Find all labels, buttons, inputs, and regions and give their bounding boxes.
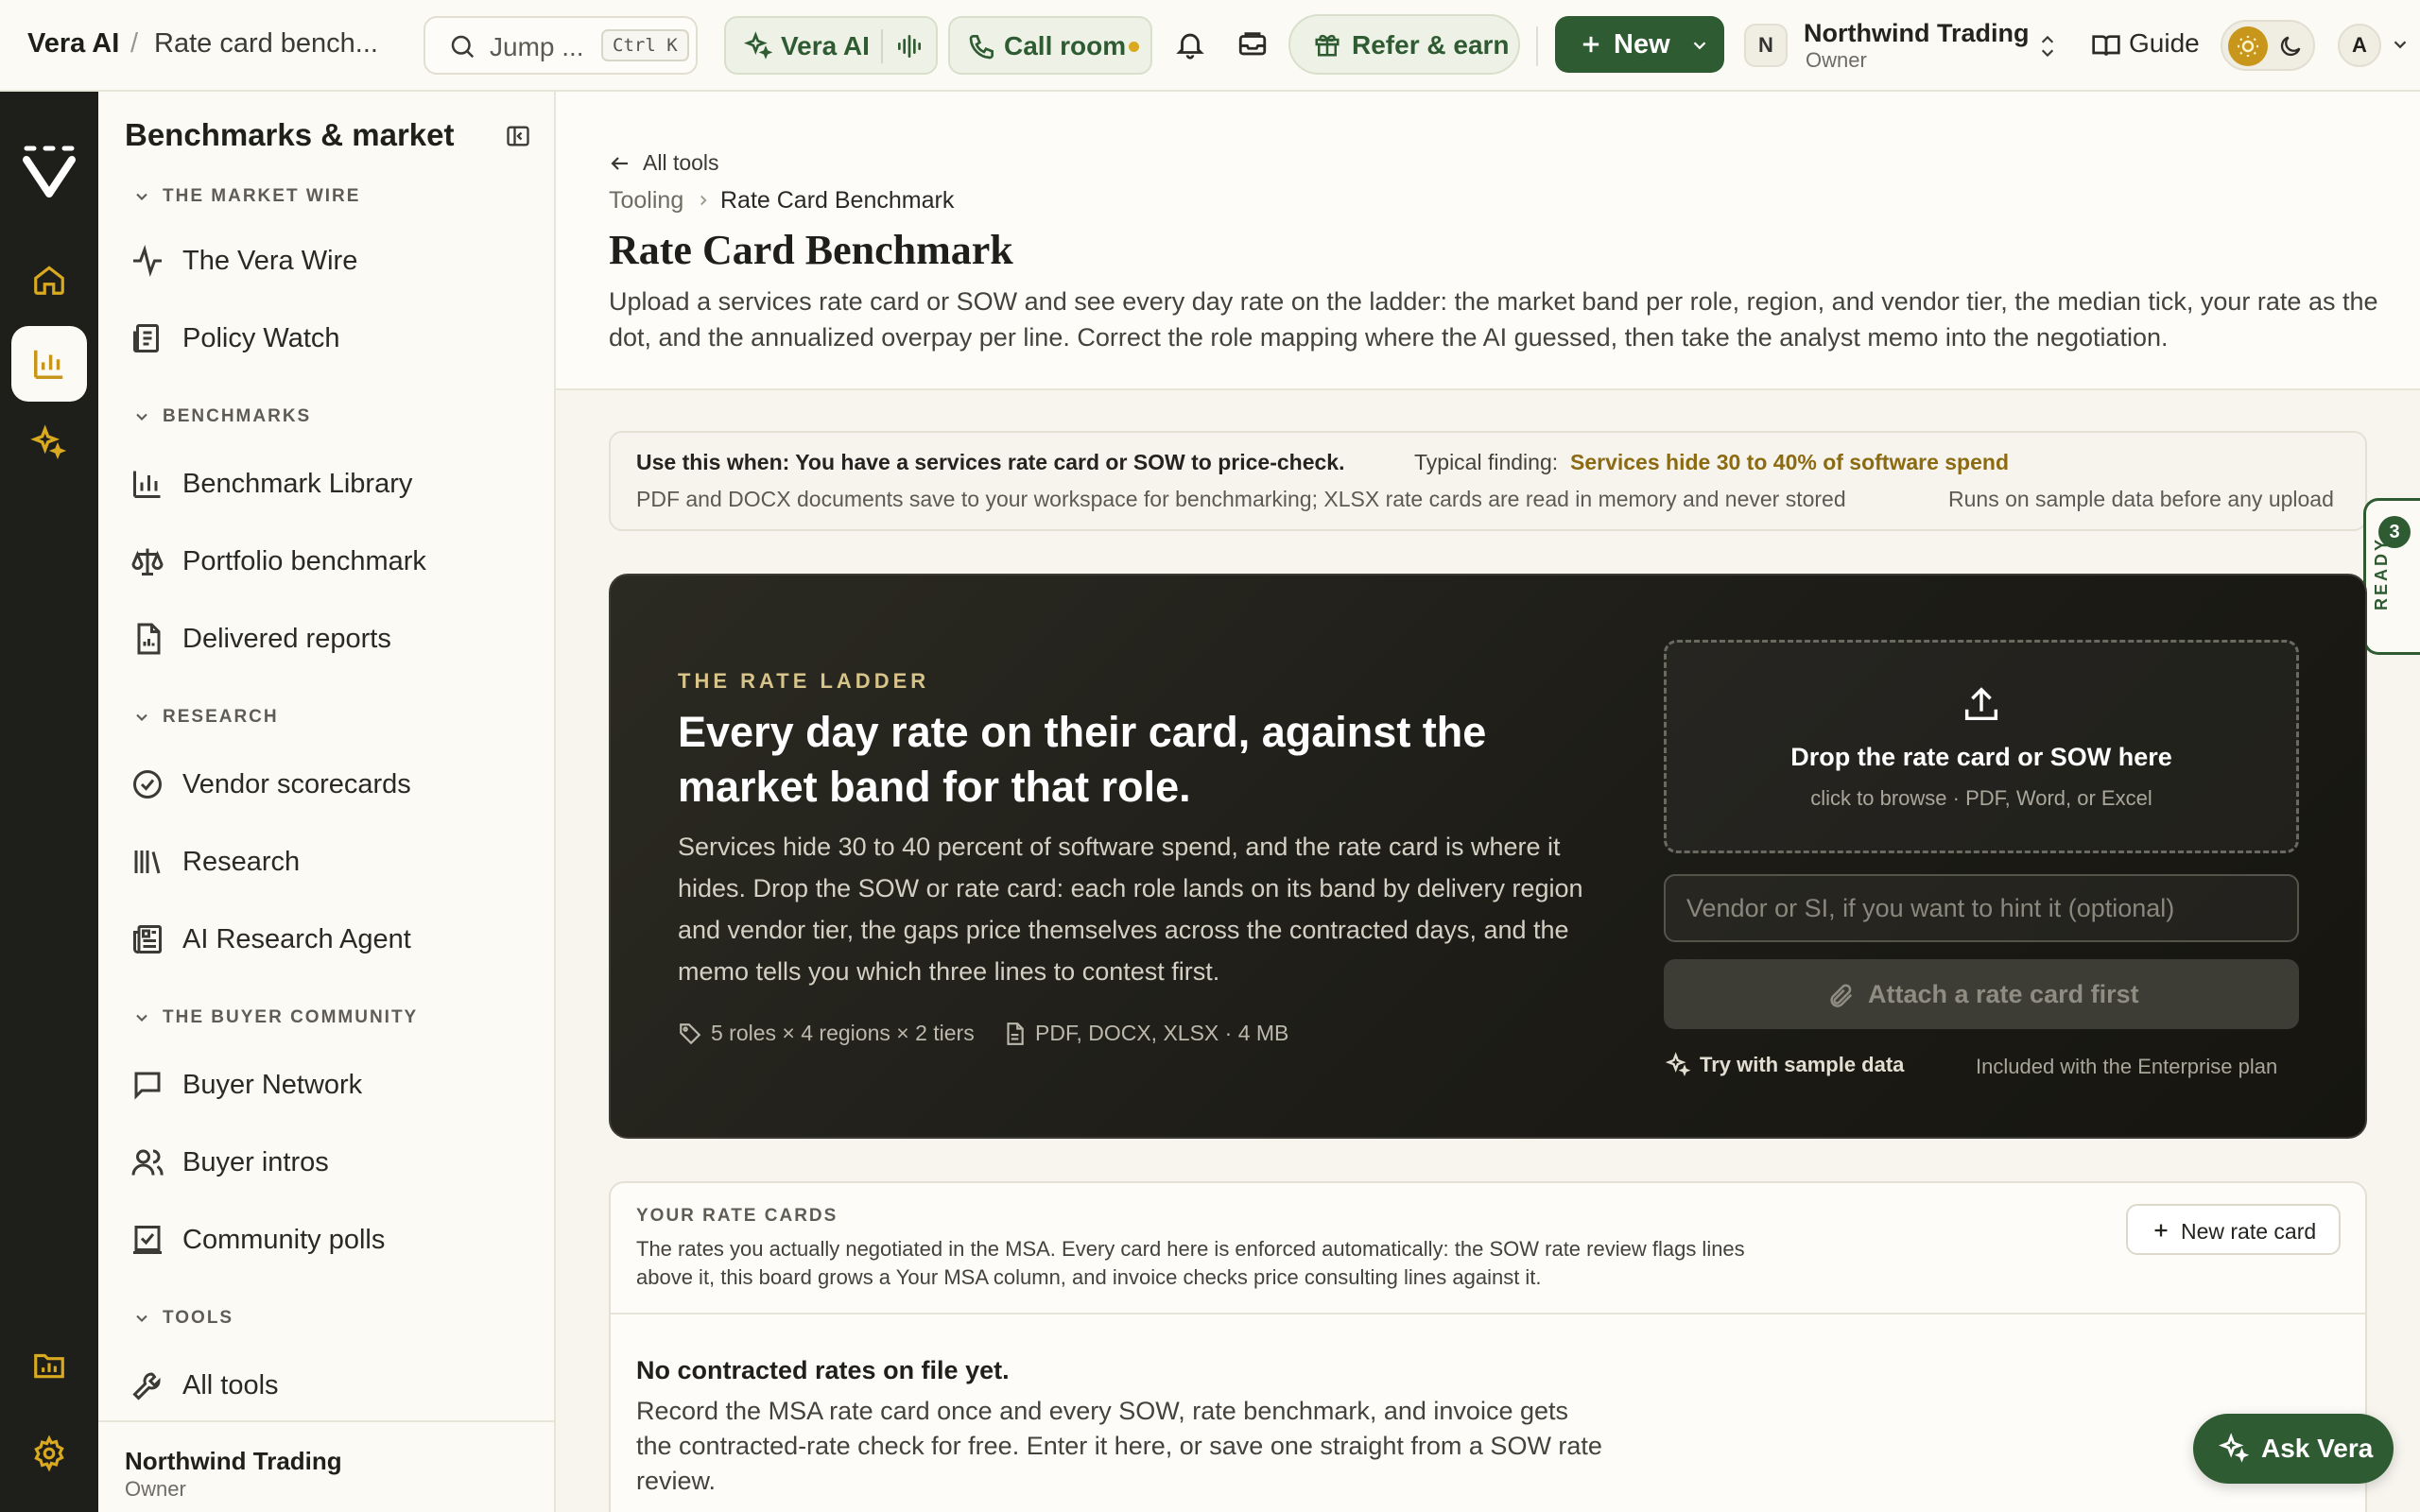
top-bar xyxy=(0,0,2420,92)
ready-drawer-tab[interactable] xyxy=(2363,498,2420,655)
app-rail xyxy=(0,92,98,1512)
newspaper-icon xyxy=(130,922,164,956)
attach-rate-card-button[interactable] xyxy=(1664,959,2299,1029)
new-rate-card-label: New rate card xyxy=(2181,1219,2317,1244)
sidebar-item-label: All tools xyxy=(182,1370,279,1400)
sidebar-item-vendor-scorecards[interactable] xyxy=(98,751,554,817)
file-dropzone[interactable] xyxy=(1664,640,2299,853)
panel-divider xyxy=(611,1313,2365,1314)
plus-icon xyxy=(1578,31,1604,58)
attach-button-label: Attach a rate card first xyxy=(1868,980,2139,1008)
sparkle-icon xyxy=(2218,1433,2250,1465)
usage-hint-banner xyxy=(609,431,2367,531)
sidebar-item-label: Delivered reports xyxy=(182,624,391,654)
chevron-down-icon[interactable] xyxy=(132,1008,151,1027)
try-sample-data-link[interactable]: Try with sample data xyxy=(1700,1053,1905,1076)
section-buyer-community[interactable]: THE BUYER COMMUNITY xyxy=(163,1007,419,1027)
ready-label: READY xyxy=(2372,536,2391,610)
sidebar-item-label: Research xyxy=(182,847,301,877)
bell-icon[interactable] xyxy=(1174,28,1206,60)
page-header xyxy=(556,92,2420,390)
new-rate-card-button[interactable] xyxy=(2126,1204,2341,1255)
wrench-icon xyxy=(130,1368,164,1402)
upload-icon xyxy=(1960,682,2003,726)
jump-search[interactable] xyxy=(424,16,698,75)
gift-icon xyxy=(1313,30,1341,59)
search-icon xyxy=(448,32,476,60)
empty-state-title: No contracted rates on file yet. xyxy=(636,1356,1010,1384)
chevron-down-icon[interactable] xyxy=(132,407,151,426)
rate-cards-description: The rates you actually negotiated in the MSA. Every card here is enforced automatically: the SOW rate review flags lines above it, this board grows a Your MSA column, and invoice checks price consulting lines against it. xyxy=(636,1237,1745,1289)
phone-icon xyxy=(967,31,997,61)
call-room-label: Call room xyxy=(1004,31,1127,60)
user-avatar[interactable]: A xyxy=(2338,24,2381,67)
sidebar xyxy=(98,92,556,1512)
sidebar-item-label: Benchmark Library xyxy=(182,469,413,499)
folder-chart-icon[interactable] xyxy=(31,1347,67,1383)
typical-finding-value: Services hide 30 to 40% of software spend xyxy=(1570,450,2009,474)
vera-ai-label: Vera AI xyxy=(781,31,870,60)
sidebar-item-ai-research-agent[interactable] xyxy=(98,906,554,972)
storage-note: PDF and DOCX documents save to your workspace for benchmarking; XLSX rate cards are read in memory and never stored xyxy=(636,487,1846,511)
rate-cards-panel xyxy=(609,1181,2367,1512)
chart-icon xyxy=(31,346,67,382)
rate-cards-eyebrow: YOUR RATE CARDS xyxy=(636,1206,838,1226)
chevron-down-icon[interactable] xyxy=(132,187,151,206)
refer-earn-button[interactable] xyxy=(1288,14,1520,75)
book-icon xyxy=(2091,30,2121,60)
call-room-button[interactable] xyxy=(948,16,1152,75)
sparkle-icon xyxy=(743,31,773,61)
refer-earn-label: Refer & earn xyxy=(1352,30,1510,60)
sidebar-item-all-tools[interactable] xyxy=(98,1352,554,1418)
pulse-icon xyxy=(130,244,164,278)
sidebar-item-buyer-intros[interactable] xyxy=(98,1129,554,1195)
sidebar-item-label: Buyer Network xyxy=(182,1070,363,1100)
breadcrumb-separator: / xyxy=(130,28,139,59)
sidebar-item-policy-watch[interactable] xyxy=(98,305,554,371)
call-status-dot xyxy=(1129,42,1139,52)
vera-logo[interactable] xyxy=(21,145,78,199)
moon-icon[interactable] xyxy=(2277,33,2304,60)
chevron-right-icon xyxy=(695,192,712,209)
sidebar-item-vera-wire[interactable] xyxy=(98,228,554,294)
org-role: Owner xyxy=(1806,48,1867,72)
new-label: New xyxy=(1614,29,1670,60)
guide-link[interactable]: Guide xyxy=(2129,28,2200,58)
sparkle-icon[interactable] xyxy=(29,424,67,462)
sample-note: Runs on sample data before any upload xyxy=(1948,487,2334,511)
section-tools[interactable]: TOOLS xyxy=(163,1308,234,1328)
tag-icon xyxy=(678,1022,702,1046)
vendor-hint-input[interactable] xyxy=(1664,874,2299,942)
chevron-down-icon[interactable] xyxy=(2390,34,2411,55)
inbox-icon[interactable] xyxy=(1236,28,1269,60)
file-icon xyxy=(1002,1022,1027,1046)
ready-count-badge: 3 xyxy=(2378,516,2411,548)
sidebar-item-label: The Vera Wire xyxy=(182,246,358,276)
paperclip-icon xyxy=(1826,982,1855,1010)
chevron-down-icon[interactable] xyxy=(132,1309,151,1328)
sidebar-item-label: AI Research Agent xyxy=(182,924,411,954)
sidebar-org-switcher[interactable] xyxy=(98,1420,554,1512)
section-research[interactable]: RESEARCH xyxy=(163,707,279,727)
main-content xyxy=(556,92,2420,1512)
voice-waveform-icon[interactable] xyxy=(894,31,925,61)
plus-icon xyxy=(2151,1220,2171,1241)
sidebar-item-delivered-reports[interactable] xyxy=(98,606,554,672)
library-icon xyxy=(130,845,164,879)
message-icon xyxy=(130,1068,164,1102)
sidebar-item-buyer-network[interactable] xyxy=(98,1052,554,1118)
current-page-breadcrumb: Rate card bench... xyxy=(154,28,378,59)
new-button[interactable] xyxy=(1555,16,1724,73)
sidebar-item-label: Vendor scorecards xyxy=(182,769,411,799)
ask-vera-label: Ask Vera xyxy=(2261,1434,2374,1463)
dropzone-subtitle: click to browse · PDF, Word, or Excel xyxy=(1810,786,2152,810)
collapse-sidebar-icon[interactable] xyxy=(505,123,531,149)
document-list-icon xyxy=(130,321,164,355)
page-title: Rate Card Benchmark xyxy=(609,227,1013,273)
sidebar-item-label: Community polls xyxy=(182,1225,386,1255)
org-name[interactable]: Northwind Trading xyxy=(1804,19,2030,47)
sidebar-item-label: Portfolio benchmark xyxy=(182,546,426,576)
back-to-all-tools-link[interactable]: All tools xyxy=(643,150,719,175)
page-description: Upload a services rate card or SOW and see every day rate on the ladder: the market band per role, region, and vendor tier, the median tick, your rate as the dot, and the annualized overpay per line. Correct the role mapping where the AI guessed, then take the analyst memo into the negotiation. xyxy=(609,287,2378,352)
hero-body: Services hide 30 to 40 percent of software spend, and the rate card is where it hides. Drop the SOW or rate card: each role lands on its band by delivery region and vendor tier, the gaps price themselves across the contracted days, and the memo tells you which three lines to contest first. xyxy=(678,833,1583,986)
sidebar-item-community-polls[interactable] xyxy=(98,1207,554,1273)
users-icon xyxy=(130,1145,164,1179)
pill-divider xyxy=(881,29,883,63)
bar-chart-icon xyxy=(130,467,164,501)
breadcrumb-current: Rate Card Benchmark xyxy=(720,187,955,214)
badge-check-icon xyxy=(130,767,164,801)
rate-ladder-hero xyxy=(609,574,2367,1139)
rail-active-item[interactable] xyxy=(11,326,87,402)
org-avatar[interactable]: N xyxy=(1744,24,1788,67)
hero-eyebrow: THE RATE LADDER xyxy=(678,669,930,693)
gear-icon[interactable] xyxy=(31,1435,67,1471)
empty-state-body: Record the MSA rate card once and every SOW, rate benchmark, and invoice gets the contracted-rate check for free. Enter it here, or save one straight from a SOW rate review. xyxy=(636,1397,1602,1495)
section-market-wire[interactable]: THE MARKET WIRE xyxy=(163,186,361,206)
theme-toggle[interactable] xyxy=(2221,20,2315,71)
typical-finding-label: Typical finding: xyxy=(1414,450,1559,474)
vera-ai-button[interactable] xyxy=(724,16,938,75)
section-benchmarks[interactable]: BENCHMARKS xyxy=(163,406,312,426)
chevron-down-icon xyxy=(1689,35,1710,56)
sidebar-org-role: Owner xyxy=(125,1477,186,1501)
search-placeholder: Jump ... xyxy=(490,32,584,61)
sun-icon[interactable] xyxy=(2228,26,2268,66)
hero-scope-meta: 5 roles × 4 regions × 2 tiers xyxy=(711,1021,975,1045)
arrow-left-icon[interactable] xyxy=(609,152,631,175)
poll-icon xyxy=(130,1223,164,1257)
sidebar-item-label: Policy Watch xyxy=(182,323,340,353)
app-name-link[interactable]: Vera AI xyxy=(27,28,120,59)
breadcrumb-tooling[interactable]: Tooling xyxy=(609,187,684,214)
hero-headline: Every day rate on their card, against the market band for that role. xyxy=(678,708,1487,811)
sidebar-title: Benchmarks & market xyxy=(125,117,455,152)
sidebar-item-benchmark-library[interactable] xyxy=(98,451,554,517)
chevron-down-icon[interactable] xyxy=(132,708,151,727)
scale-icon xyxy=(130,544,164,578)
search-shortcut: Ctrl K xyxy=(601,29,689,61)
chevron-updown-icon[interactable] xyxy=(2035,32,2060,60)
sidebar-item-label: Buyer intros xyxy=(182,1147,329,1177)
dropzone-title: Drop the rate card or SOW here xyxy=(1790,743,2172,771)
sidebar-item-portfolio-benchmark[interactable] xyxy=(98,528,554,594)
sparkle-icon xyxy=(1665,1052,1691,1078)
toolbar-divider xyxy=(1536,26,1538,66)
home-icon[interactable] xyxy=(31,262,67,298)
sidebar-item-research[interactable] xyxy=(98,829,554,895)
plan-note: Included with the Enterprise plan xyxy=(1976,1055,2278,1078)
report-icon xyxy=(130,622,164,656)
hero-formats-meta: PDF, DOCX, XLSX · 4 MB xyxy=(1035,1021,1289,1045)
ask-vera-button[interactable] xyxy=(2193,1414,2394,1484)
use-when-text: Use this when: You have a services rate card or SOW to price-check. xyxy=(636,450,1345,474)
sidebar-org-name: Northwind Trading xyxy=(125,1447,342,1475)
